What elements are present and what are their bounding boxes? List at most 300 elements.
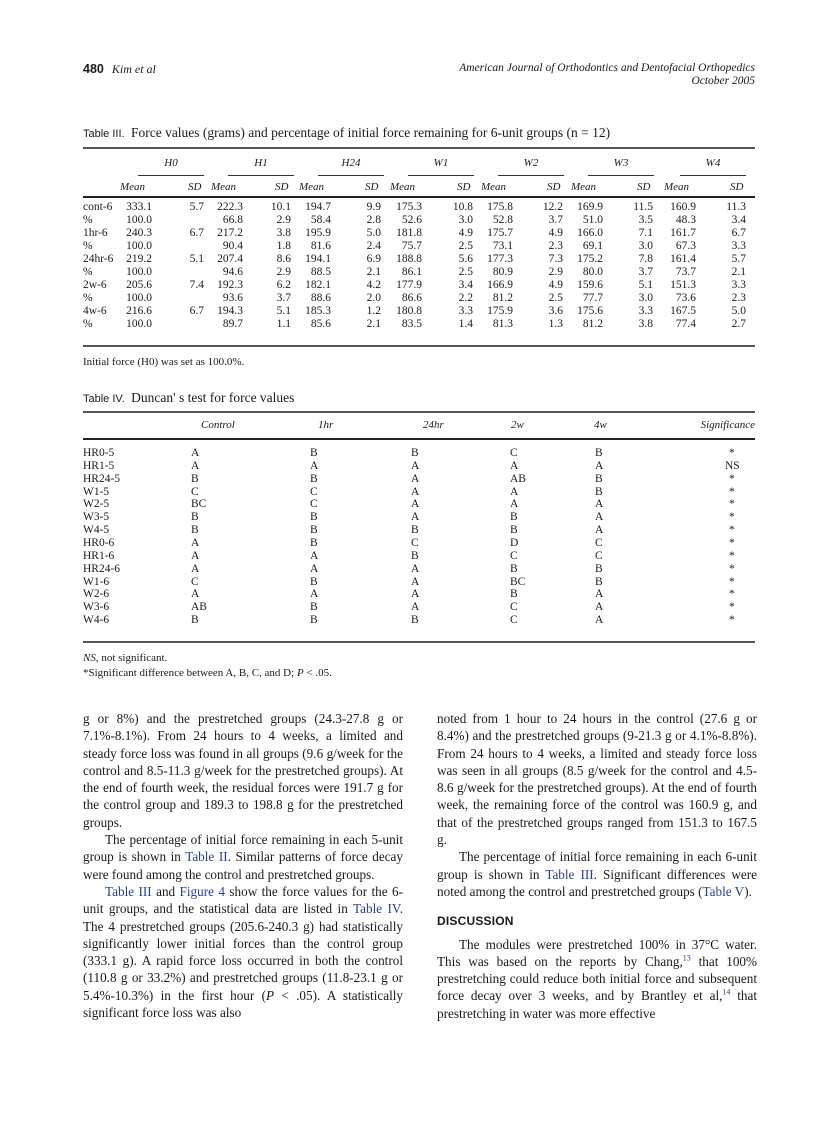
group-letter-cell: A [411,601,420,614]
sd-cell: 2.2 [458,292,473,304]
sd-cell: 12.2 [542,201,563,213]
sd-cell: 6.7 [189,227,204,239]
sd-cell: 10.8 [452,201,473,213]
significance-cell: * [729,601,735,614]
subheader-sd: SD [637,181,651,193]
sd-cell: 4.9 [548,227,563,239]
sd-cell: 9.9 [366,201,381,213]
mean-cell: 175.3 [396,201,422,213]
group-underline [408,175,474,176]
sd-cell: 3.3 [731,279,746,291]
mean-cell: 100.0 [126,292,152,304]
subheader-mean: Mean [120,181,146,193]
paragraph: g or 8%) and the prestretched groups (24.3-27.8 g or 7.1%-8.1%). From 24 hours to 4 weeks, a limited and steady force loss was found in all groups (9.6 g/week for the control and 8.5-11.3 g/week for the prestretched groups). At the end of fourth week, the residual forces were 191.7 g for the control group and 189.3 to 198.8 g for the prestretched groups. [83,711,403,830]
group-letter-cell: C [411,536,419,549]
group-letter-cell: A [510,498,519,511]
column-header-control: Control [201,419,235,431]
mean-cell: 166.9 [487,279,513,291]
group-letter-cell: B [310,511,318,524]
row-label: HR1-6 [83,549,115,562]
subheader-mean: Mean [299,181,325,193]
table-row [83,601,755,614]
link-table-iii[interactable]: Table III [105,883,152,899]
sd-cell: 2.7 [731,318,746,330]
row-label: W3-6 [83,601,110,614]
sd-cell: 4.9 [458,227,473,239]
text: show the force values for the 6-unit groups, and the statistical data are listed in [83,883,404,917]
significance-cell: * [729,614,735,627]
mean-cell: 175.2 [577,253,603,265]
mean-cell: 217.2 [217,227,243,239]
link-table-iii[interactable]: Table III [545,866,594,882]
mean-cell: 90.4 [222,240,243,252]
sig-threshold: < .05. [303,667,332,679]
column-header-24hr: 24hr [423,419,444,431]
table-row [83,318,755,331]
group-letter-cell: A [510,485,519,498]
sd-cell: 3.4 [731,214,746,226]
group-letter-cell: B [595,472,603,485]
group-letter-cell: C [510,601,518,614]
sd-cell: 3.0 [638,240,653,252]
mean-cell: 188.8 [396,253,422,265]
table-row [83,537,755,550]
group-letter-cell: B [310,524,318,537]
mean-cell: 73.1 [492,240,513,252]
paragraph: noted from 1 hour to 24 hours in the control (27.6 g or 8.4%) and the prestretched groups (9-21.3 g or 4.1%-8.8%). From 24 hours to 4 weeks, a limited and steady force loss was seen in all groups (8.5 g/week for the control and 4.5-8.6 g/week for the prestretched groups). At the end of fourth week, the remaining force of the control was 160.9 g, and that of the prestretched groups ranged from 151.3 to 167.5 g. [437,711,757,848]
sd-cell: 3.7 [548,214,563,226]
row-label: W2-6 [83,588,110,601]
group-letter-cell: D [510,536,519,549]
sd-cell: 3.7 [638,266,653,278]
group-letter-cell: B [310,575,318,588]
group-letter-cell: B [411,524,419,537]
sd-cell: 5.1 [276,305,291,317]
group-letter-cell: A [510,459,519,472]
ns-text: , not significant. [95,652,168,664]
subheader-sd: SD [457,181,471,193]
mean-cell: 207.4 [217,253,243,265]
significance-cell: * [729,447,735,459]
mean-cell: 67.3 [675,240,696,252]
sd-cell: 3.8 [276,227,291,239]
mean-cell: 175.9 [487,305,513,317]
mean-cell: 222.3 [217,201,243,213]
group-letter-cell: B [191,472,199,485]
mean-cell: 192.3 [217,279,243,291]
mean-cell: 180.8 [396,305,422,317]
table-row [83,588,755,601]
group-letter-cell: B [310,447,318,459]
column-header-1hr: 1hr [318,419,334,431]
sd-cell: 2.1 [731,266,746,278]
sd-cell: 7.3 [548,253,563,265]
group-underline [318,175,384,176]
text: The percentage of initial force remaining in each 6-unit group is shown in [437,849,757,882]
group-letter-cell: C [510,447,518,459]
table-row [83,227,755,240]
mean-cell: 151.3 [670,279,696,291]
group-letter-cell: B [595,447,603,459]
table-row [83,253,755,266]
body-column-left [83,710,403,1021]
mean-cell: 85.6 [310,318,331,330]
significance-cell: * [729,498,735,511]
row-label: % [83,292,93,304]
group-letter-cell: A [310,549,319,562]
sd-cell: 3.7 [276,292,291,304]
reference-13[interactable]: 13 [682,953,691,963]
subheader-sd: SD [547,181,561,193]
mean-cell: 81.2 [582,318,603,330]
sd-cell: 2.3 [731,292,746,304]
paragraph [83,883,403,1021]
paragraph [83,831,403,883]
mean-cell: 177.9 [396,279,422,291]
group-letter-cell: A [411,562,420,575]
text: that 100% prestretching could reduce both initial force and subsequent force decay over 3 weeks, and by Brantley et al, [437,953,757,1004]
sd-cell: 11.3 [726,201,746,213]
body-column-right [437,710,757,1022]
mean-cell: 219.2 [126,253,152,265]
sd-cell: 1.8 [276,240,291,252]
sd-cell: 6.9 [366,253,381,265]
group-letter-cell: A [595,524,604,537]
table-row [83,214,755,227]
group-header-w4: W4 [705,157,721,169]
mean-cell: 77.4 [675,318,696,330]
sig-p: P [296,667,304,679]
group-letter-cell: B [310,536,318,549]
subheader-mean: Mean [211,181,237,193]
table3-caption-text: Force values (grams) and percentage of initial force remaining for 6-unit groups (n = 12) [130,125,611,140]
group-letter-cell: C [510,614,518,627]
sd-cell: 5.0 [366,227,381,239]
row-label: W4-6 [83,614,110,627]
group-letter-cell: A [310,562,319,575]
sd-cell: 2.5 [458,266,473,278]
group-letter-cell: B [510,562,518,575]
sd-cell: 3.5 [638,214,653,226]
group-letter-cell: C [310,498,318,511]
mean-cell: 88.5 [310,266,331,278]
sd-cell: 5.7 [731,253,746,265]
page-number: 480 [83,62,104,76]
table-row [83,279,755,292]
group-underline [498,175,564,176]
table-row [83,473,755,486]
table3-top-rule [83,147,755,149]
mean-cell: 73.6 [675,292,696,304]
group-letter-cell: AB [191,601,207,614]
significance-cell: NS [725,459,740,472]
mean-cell: 100.0 [126,214,152,226]
group-header-w2: W2 [523,157,539,169]
row-label: 2w-6 [83,279,107,291]
group-underline [228,175,294,176]
row-label: HR1-5 [83,459,115,472]
group-letter-cell: A [191,588,200,601]
mean-cell: 52.6 [401,214,422,226]
mean-cell: 100.0 [126,318,152,330]
link-table-ii[interactable]: Table II [185,849,228,865]
mean-cell: 81.3 [492,318,513,330]
subheader-mean: Mean [390,181,416,193]
table3-header-rule [83,196,755,198]
sd-cell: 2.8 [366,214,381,226]
subheader-sd: SD [730,181,744,193]
group-letter-cell: B [510,524,518,537]
row-label: 4w-6 [83,305,107,317]
mean-cell: 58.4 [310,214,331,226]
mean-cell: 216.6 [126,305,152,317]
mean-cell: 175.7 [487,227,513,239]
group-header-h24: H24 [341,157,361,169]
sd-cell: 1.2 [366,305,381,317]
mean-cell: 160.9 [670,201,696,213]
mean-cell: 333.1 [126,201,152,213]
text: The modules were prestretched 100% in 37°C water. This was based on the reports by Chang, [437,936,757,969]
sd-cell: 3.6 [548,305,563,317]
table4-caption-text: Duncan' s test for force values [131,390,295,405]
group-letter-cell: B [510,511,518,524]
journal-name: American Journal of Orthodontics and Dentofacial Orthopedics [459,62,755,74]
mean-cell: 161.7 [670,227,696,239]
sd-cell: 4.2 [366,279,381,291]
group-header-h1: H1 [254,157,268,169]
group-letter-cell: A [411,472,420,485]
mean-cell: 80.9 [492,266,513,278]
table-row [83,563,755,576]
link-figure-4[interactable]: Figure 4 [179,883,225,899]
group-underline [588,175,654,176]
mean-cell: 181.8 [396,227,422,239]
significance-cell: * [729,524,735,537]
group-letter-cell: A [411,575,420,588]
mean-cell: 69.1 [582,240,603,252]
group-letter-cell: B [310,614,318,627]
paragraph [437,848,757,900]
mean-cell: 177.3 [487,253,513,265]
group-letter-cell: A [595,614,604,627]
text: . Significant differences were noted among the control and prestretched groups ( [437,866,757,899]
mean-cell: 100.0 [126,266,152,278]
row-label: % [83,318,93,330]
sd-cell: 3.3 [638,305,653,317]
group-letter-cell: A [411,588,420,601]
significance-cell: * [729,472,735,485]
significance-cell: * [729,562,735,575]
table4-top-rule [83,411,755,413]
group-letter-cell: A [191,549,200,562]
sd-cell: 8.6 [276,253,291,265]
sd-cell: 5.1 [638,279,653,291]
table4-footnote-ns [83,652,167,664]
group-letter-cell: B [191,524,199,537]
table4-bottom-rule [83,641,755,643]
table-row [83,614,755,627]
sd-cell: 4.9 [548,279,563,291]
subheader-sd: SD [188,181,202,193]
text: The percentage of initial force remaining in each 5-unit group is shown in [83,832,403,865]
paragraph [437,936,757,1022]
sd-cell: 11.5 [633,201,653,213]
group-letter-cell: C [510,549,518,562]
reference-14[interactable]: 14 [722,988,731,998]
group-letter-cell: B [310,472,318,485]
sd-cell: 2.9 [276,266,291,278]
mean-cell: 185.3 [305,305,331,317]
subheader-sd: SD [365,181,379,193]
sd-cell: 5.0 [731,305,746,317]
mean-cell: 81.6 [310,240,331,252]
group-letter-cell: BC [510,575,526,588]
text: . The 4 prestretched groups (205.6-240.3 g) had statistically significantly lower initial forces than the control group (333.1 g). A rapid force loss occurred in both the control (110.8 g or 33.2%) and prestretched groups (11.8-23.1 g or 5.4%-10.3%) in the first hour ( [83,901,403,1003]
ns-abbr: NS [83,652,96,664]
mean-cell: 166.0 [577,227,603,239]
p-symbol: P [266,987,275,1003]
mean-cell: 48.3 [675,214,696,226]
table3-caption [83,125,610,141]
group-letter-cell: B [191,511,199,524]
group-letter-cell: A [411,498,420,511]
mean-cell: 81.2 [492,292,513,304]
table4-footnote-sig [83,667,332,679]
sd-cell: 1.4 [458,318,473,330]
significance-cell: * [729,575,735,588]
row-label: 24hr-6 [83,253,114,265]
sig-text: *Significant difference between A, B, C, and D; [83,667,297,679]
sd-cell: 2.1 [366,318,381,330]
group-letter-cell: A [595,511,604,524]
significance-cell: * [729,485,735,498]
authors: Kim et al [111,62,156,76]
sd-cell: 6.2 [276,279,291,291]
column-header-2w: 2w [511,419,524,431]
subheader-sd: SD [275,181,289,193]
group-letter-cell: A [595,601,604,614]
sd-cell: 1.3 [548,318,563,330]
sd-cell: 5.6 [458,253,473,265]
sd-cell: 2.1 [366,266,381,278]
group-letter-cell: A [191,447,200,459]
group-letter-cell: B [595,575,603,588]
row-label: HR0-5 [83,447,115,459]
mean-cell: 169.9 [577,201,603,213]
group-letter-cell: A [310,459,319,472]
group-underline [138,175,204,176]
sd-cell: 2.9 [276,214,291,226]
group-header-w3: W3 [613,157,629,169]
mean-cell: 100.0 [126,240,152,252]
mean-cell: 83.5 [401,318,422,330]
row-label: cont-6 [83,201,113,213]
sd-cell: 7.4 [189,279,204,291]
group-letter-cell: A [191,459,200,472]
table-row [83,498,755,511]
sd-cell: 3.0 [638,292,653,304]
mean-cell: 86.6 [401,292,422,304]
mean-cell: 175.6 [577,305,603,317]
row-label: % [83,214,93,226]
column-header-4w: 4w [594,419,607,431]
row-label: % [83,240,93,252]
header-right [459,62,755,88]
row-label: W1-5 [83,485,110,498]
mean-cell: 80.0 [582,266,603,278]
group-header-w1: W1 [433,157,449,169]
group-underline [680,175,746,176]
group-letter-cell: A [191,562,200,575]
group-letter-cell: B [411,614,419,627]
group-letter-cell: A [411,459,420,472]
sd-cell: 2.0 [366,292,381,304]
issue-date: October 2005 [691,75,755,87]
table-row [83,576,755,589]
row-label: % [83,266,93,278]
sd-cell: 2.9 [548,266,563,278]
sd-cell: 2.3 [548,240,563,252]
mean-cell: 93.6 [222,292,243,304]
sd-cell: 3.8 [638,318,653,330]
table-row [83,550,755,563]
mean-cell: 175.8 [487,201,513,213]
subheader-mean: Mean [571,181,597,193]
significance-cell: * [729,588,735,601]
link-table-v[interactable]: Table V [702,883,745,899]
group-letter-cell: A [310,588,319,601]
group-letter-cell: BC [191,498,207,511]
table4-label: Table IV. [83,393,125,405]
row-label: W4-5 [83,524,110,537]
text: ). [744,883,752,899]
link-table-iv[interactable]: Table IV [352,901,400,917]
sd-cell: 3.4 [458,279,473,291]
group-letter-cell: B [595,562,603,575]
group-letter-cell: A [595,588,604,601]
mean-cell: 194.3 [217,305,243,317]
group-letter-cell: B [411,447,419,459]
group-letter-cell: C [595,536,603,549]
mean-cell: 161.4 [670,253,696,265]
group-letter-cell: A [595,459,604,472]
mean-cell: 205.6 [126,279,152,291]
table3-label: Table III. [83,128,125,140]
table-row [83,266,755,279]
table-row [83,511,755,524]
significance-cell: * [729,536,735,549]
sd-cell: 5.1 [189,253,204,265]
mean-cell: 159.6 [577,279,603,291]
mean-cell: 51.0 [582,214,603,226]
group-letter-cell: C [310,485,318,498]
group-letter-cell: C [191,575,199,588]
group-letter-cell: A [411,511,420,524]
text: . Similar patterns of force decay were found among the control and prestretched groups. [83,849,403,882]
sd-cell: 3.3 [458,305,473,317]
row-label: HR24-6 [83,562,121,575]
sd-cell: 7.8 [638,253,653,265]
section-heading-discussion: DISCUSSION [437,914,514,929]
group-letter-cell: C [191,485,199,498]
row-label: W3-5 [83,511,110,524]
subheader-mean: Mean [481,181,507,193]
sd-cell: 6.7 [731,227,746,239]
mean-cell: 89.7 [222,318,243,330]
text: < .05). A statistically significant force loss was also [83,987,403,1021]
table-row [83,486,755,499]
table-row [83,460,755,473]
